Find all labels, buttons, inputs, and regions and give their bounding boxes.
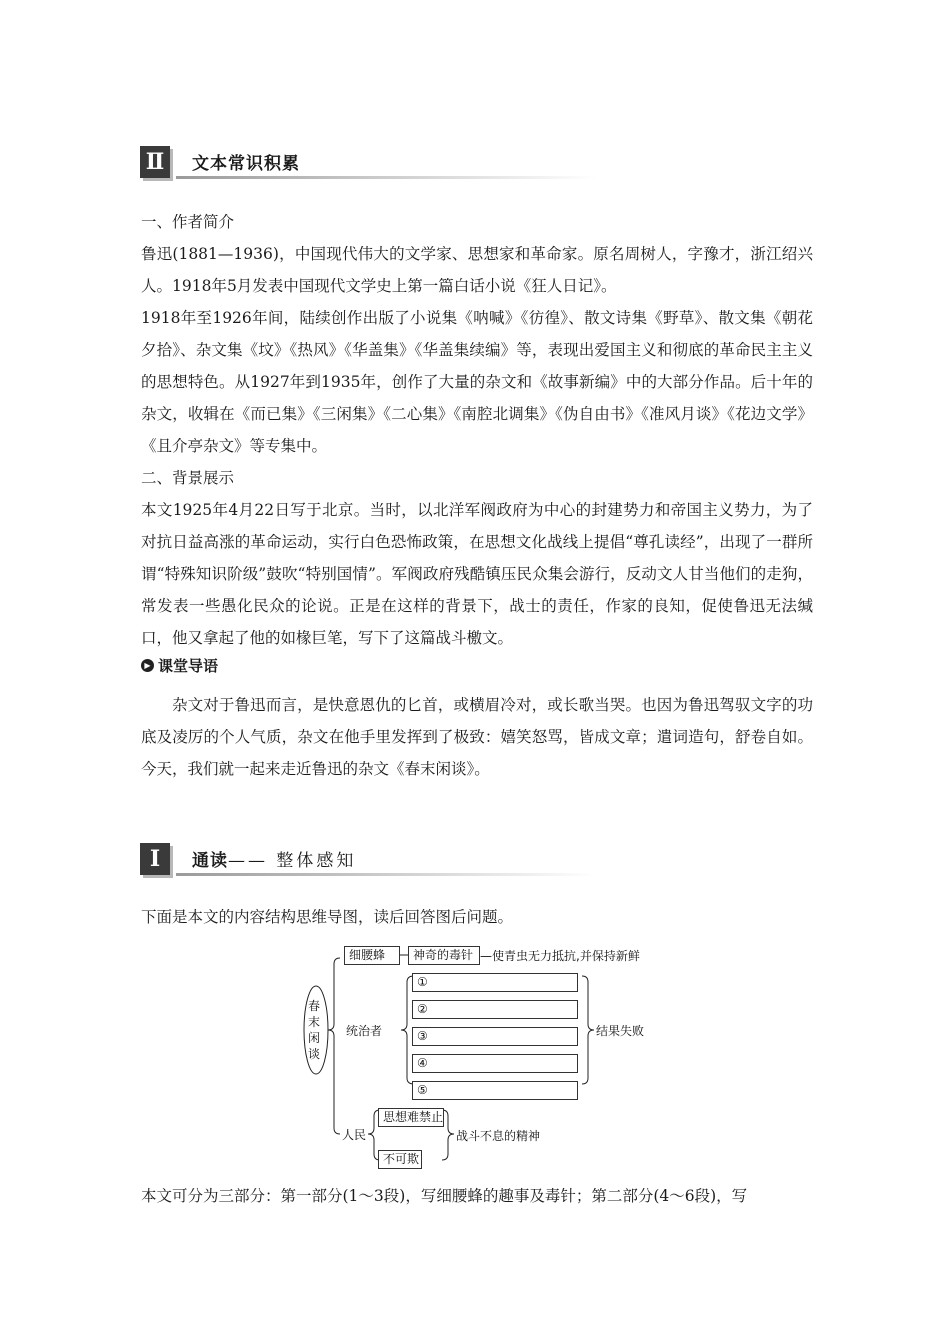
mindmap-intro: [141, 901, 813, 933]
play-icon: ▶: [141, 659, 154, 672]
section-title: 文本常识积累: [192, 154, 300, 174]
rulers-label: 统治者: [346, 1024, 383, 1038]
guide-label-text: 课堂导语: [158, 657, 219, 675]
section-badge: Ⅱ: [140, 146, 170, 178]
blank-box-3: ③: [412, 1027, 578, 1046]
section-badge: Ⅰ: [140, 843, 170, 875]
section-title-main: 通读: [192, 851, 228, 871]
rulers-result: 结果失败: [596, 1024, 645, 1038]
mindmap: [300, 940, 660, 1180]
classroom-guide-label: [141, 655, 218, 676]
section-subtitle: —— 整体感知: [228, 851, 357, 871]
blank-box-4: ④: [412, 1054, 578, 1073]
guide-paragraph: 杂文对于鲁迅而言，是快意恩仇的匕首，或横眉冷对，或长歌当哭。也因为鲁迅驾驭文字的功底及凌厉的个人气质，杂文在他手里发挥到了极致：嬉笑怒骂，皆成文章；遣词造句，舒卷自如。今天，我们就一起来走近鲁迅的杂文《春末闲谈》。: [141, 696, 813, 778]
author-heading: 一、作者简介: [141, 213, 235, 231]
bottom-paragraph: 本文可分为三部分：第一部分(1～3段)，写细腰蜂的趣事及毒针；第二部分(4～6段)，写: [141, 1187, 748, 1205]
mindmap-intro-text: 下面是本文的内容结构思维导图，读后回答图后问题。: [141, 908, 514, 926]
blank-box-2: ②: [412, 1000, 578, 1019]
mindmap-root: 春末闲谈: [308, 999, 321, 1061]
needle-effect: —使青虫无力抵抗,并保持新鲜: [480, 949, 640, 963]
blank-box-1: ①: [412, 973, 578, 992]
people-label: 人民: [342, 1128, 367, 1142]
section-header-2: [140, 146, 640, 180]
people-item-2: 不可欺: [378, 1150, 422, 1169]
author-section: [141, 206, 813, 654]
section-header-1: [140, 843, 640, 877]
wasp-box: 细腰蜂: [344, 946, 400, 965]
people-item-1: 思想难禁止: [378, 1108, 444, 1127]
section-underline: [176, 873, 596, 876]
needle-box: 神奇的毒针: [408, 946, 480, 965]
background-heading: 二、背景展示: [141, 469, 235, 487]
author-paragraph-1: 鲁迅(1881—1936)，中国现代伟大的文学家、思想家和革命家。原名周树人，字豫才，浙江绍兴人。1918年5月发表中国现代文学史上第一篇白话小说《狂人日记》。: [141, 245, 813, 295]
people-result: 战斗不息的精神: [456, 1129, 541, 1143]
section-title: [192, 846, 356, 871]
section-underline: [176, 176, 596, 179]
author-paragraph-2: 1918年至1926年间，陆续创作出版了小说集《呐喊》《彷徨》、散文诗集《野草》、散文集《朝花夕拾》、杂文集《坟》《热风》《华盖集》《华盖集续编》等，表现出爱国主义和彻底的革命民主主义的思想特色。从1927年到1935年，创作了大量的杂文和《故事新编》中的大部分作品。后十年的杂文，收辑在《而已集》《三闲集》《二心集》《南腔北调集》《伪自由书》《准风月谈》《花边文学》《且介亭杂文》等专集中。: [141, 309, 813, 455]
background-paragraph: 本文1925年4月22日写于北京。当时，以北洋军阀政府为中心的封建势力和帝国主义势力，为了对抗日益高涨的革命运动，实行白色恐怖政策，在思想文化战线上提倡“尊孔读经”，出现了一群所谓“特殊知识阶级”鼓吹“特别国情”。军阀政府残酷镇压民众集会游行，反动文人甘当他们的走狗，常发表一些愚化民众的论说。正是在这样的背景下，战士的责任，作家的良知，促使鲁迅无法缄口，他又拿起了他的如椽巨笔，写下了这篇战斗檄文。: [141, 501, 813, 647]
blank-box-5: ⑤: [412, 1081, 578, 1100]
guide-section: [141, 689, 813, 785]
bottom-section: [141, 1180, 813, 1212]
